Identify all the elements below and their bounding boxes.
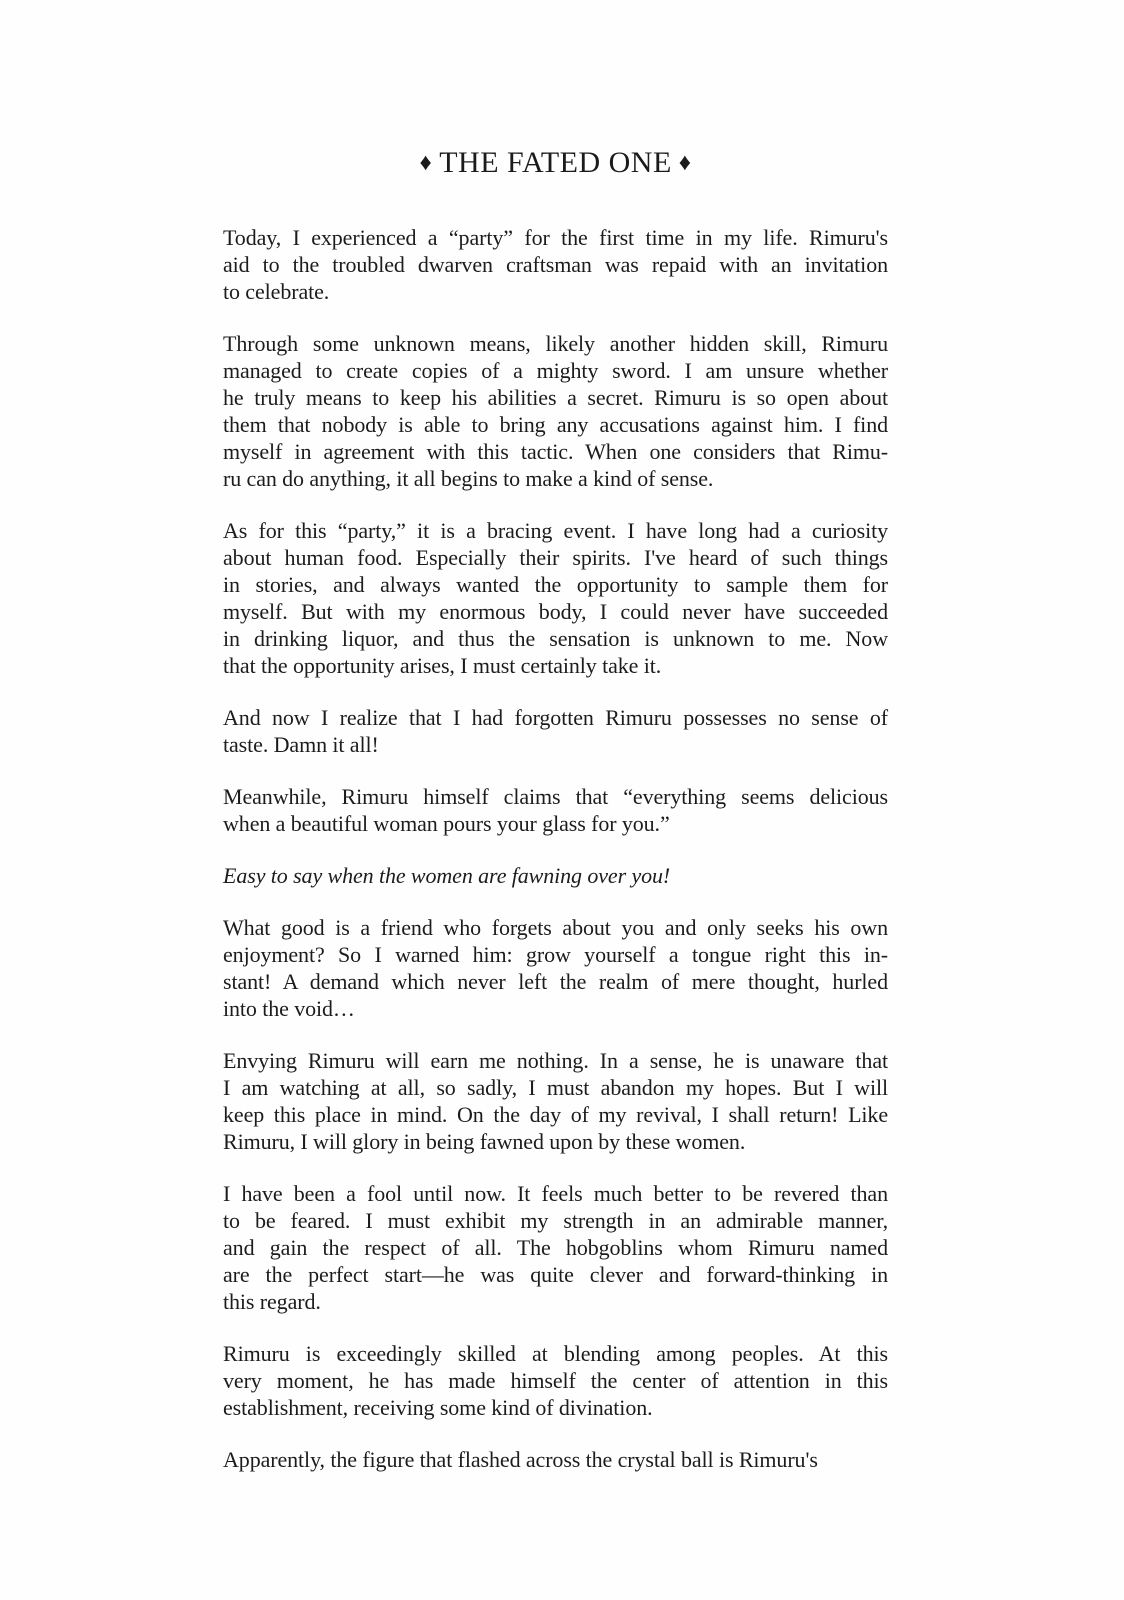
text-line: Easy to say when the women are fawning over you! [223,863,671,888]
text-line: in drinking liquor, and thus the sensation is unknown to me. Now [223,626,888,651]
text-line: very moment, he has made himself the center of attention in this [223,1368,888,1393]
text-line: are the perfect start—he was quite clever and forward-thinking in [223,1262,888,1287]
text-line: that the opportunity arises, I must certainly take it. [223,653,662,678]
text-line: ru can do anything, it all begins to make a kind of sense. [223,466,714,491]
chapter-title-text: THE FATED ONE [439,146,672,179]
paragraph [223,1047,888,1155]
text-line: and gain the respect of all. The hobgoblins whom Rimuru named [223,1235,888,1260]
paragraph [223,1180,888,1315]
page-body [223,224,888,1498]
text-line: keep this place in mind. On the day of my revival, I shall return! Like [223,1102,888,1127]
text-line: this regard. [223,1289,321,1314]
chapter-title [223,144,888,184]
text-line: Meanwhile, Rimuru himself claims that “everything seems delicious [223,784,888,809]
text-line: to celebrate. [223,279,330,304]
text-line: he truly means to keep his abilities a secret. Rimuru is so open about [223,385,888,410]
text-line: aid to the troubled dwarven craftsman was repaid with an invitation [223,252,888,277]
text-line: Rimuru, I will glory in being fawned upon by these women. [223,1129,746,1154]
diamond-ornament-icon: ♦ [678,150,692,176]
paragraph [223,517,888,679]
text-line: managed to create copies of a mighty sword. I am unsure whether [223,358,888,383]
text-line: Envying Rimuru will earn me nothing. In a sense, he is unaware that [223,1048,888,1073]
paragraph [223,330,888,492]
paragraph [223,1340,888,1421]
text-line: myself in agreement with this tactic. When one considers that Rimu- [223,439,888,464]
text-line: As for this “party,” it is a bracing event. I have long had a curiosity [223,518,888,543]
text-line: Through some unknown means, likely another hidden skill, Rimuru [223,331,888,356]
diamond-ornament-icon: ♦ [419,150,433,176]
text-line: them that nobody is able to bring any accusations against him. I find [223,412,888,437]
text-line: I am watching at all, so sadly, I must abandon my hopes. But I will [223,1075,888,1100]
text-line: establishment, receiving some kind of divination. [223,1395,653,1420]
text-line: And now I realize that I had forgotten Rimuru possesses no sense of [223,705,888,730]
text-line: Apparently, the figure that flashed across the crystal ball is Rimuru's [223,1447,818,1472]
text-line: when a beautiful woman pours your glass for you.” [223,811,670,836]
text-line: in stories, and always wanted the opportunity to sample them for [223,572,888,597]
text-line: to be feared. I must exhibit my strength in an admirable manner, [223,1208,888,1233]
text-line: Today, I experienced a “party” for the first time in my life. Rimuru's [223,225,888,250]
text-line: myself. But with my enormous body, I could never have succeeded [223,599,888,624]
text-line: Rimuru is exceedingly skilled at blending among peoples. At this [223,1341,888,1366]
text-line: stant! A demand which never left the realm of mere thought, hurled [223,969,888,994]
paragraph [223,914,888,1022]
text-line: I have been a fool until now. It feels much better to be revered than [223,1181,888,1206]
paragraph [223,1446,888,1473]
text-line: enjoyment? So I warned him: grow yourself a tongue right this in- [223,942,888,967]
text-line: taste. Damn it all! [223,732,379,757]
paragraph [223,704,888,758]
text-line: What good is a friend who forgets about you and only seeks his own [223,915,888,940]
paragraph [223,783,888,837]
text-line: about human food. Especially their spirits. I've heard of such things [223,545,888,570]
paragraph [223,224,888,305]
text-line: into the void… [223,996,355,1021]
paragraph [223,862,888,889]
